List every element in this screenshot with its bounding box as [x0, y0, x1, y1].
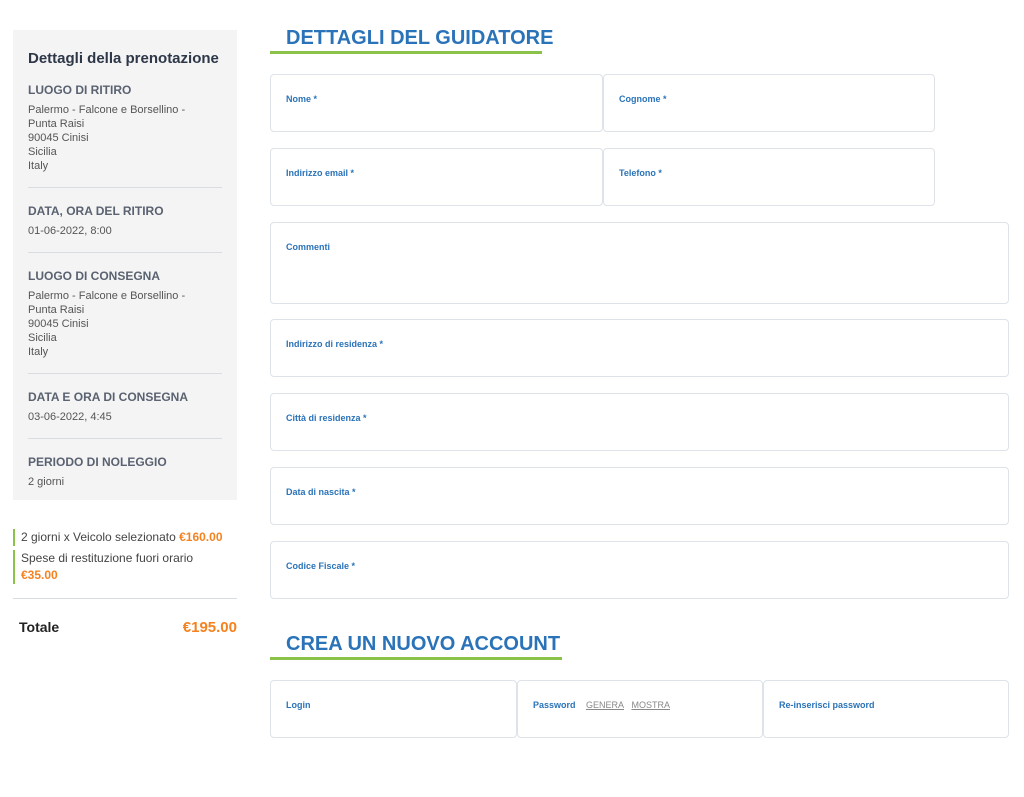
- pickup-datetime-label: DATA, ORA DEL RITIRO: [28, 204, 164, 218]
- dropoff-location-line: Sicilia: [28, 332, 57, 344]
- address-label: Indirizzo di residenza *: [286, 339, 384, 349]
- pickup-location-line: Palermo - Falcone e Borsellino -: [28, 104, 186, 116]
- total-row: [19, 619, 237, 635]
- rental-period-value: 2 giorni: [28, 476, 65, 488]
- pickup-location-section: [28, 83, 222, 188]
- booking-details-panel: [13, 30, 237, 500]
- first-name-field[interactable]: [270, 74, 603, 132]
- show-password-link[interactable]: MOSTRA: [631, 700, 670, 710]
- address-field[interactable]: [270, 319, 1009, 377]
- summary-item-vehicle: [13, 529, 237, 546]
- total-value: €195.00: [182, 619, 237, 636]
- rental-period-section: [28, 455, 222, 503]
- dropoff-location-section: [28, 269, 222, 374]
- confirm-password-label: Re-inserisci password: [779, 700, 875, 710]
- driver-heading-underline: [270, 51, 542, 54]
- driver-details-heading: DETTAGLI DEL GUIDATORE: [286, 27, 554, 49]
- summary-item-late-return: [13, 550, 237, 584]
- password-label: Password: [533, 700, 576, 710]
- birth-date-label: Data di nascita *: [286, 487, 356, 497]
- dropoff-location-line: 90045 Cinisi: [28, 318, 89, 330]
- dropoff-location-line: Palermo - Falcone e Borsellino -: [28, 290, 186, 302]
- dropoff-datetime-value: 03-06-2022, 4:45: [28, 411, 112, 423]
- generate-password-link[interactable]: GENERA: [585, 700, 624, 710]
- rental-period-label: PERIODO DI NOLEGGIO: [28, 455, 167, 469]
- phone-field[interactable]: [603, 148, 935, 206]
- booking-details-title: Dettagli della prenotazione: [28, 50, 219, 67]
- dropoff-datetime-section: [28, 390, 222, 439]
- summary-item-text: 2 giorni x Veicolo selezionato: [21, 530, 176, 544]
- password-field[interactable]: [517, 680, 763, 738]
- total-label: Totale: [19, 619, 60, 635]
- dropoff-location-label: LUOGO DI CONSEGNA: [28, 269, 161, 283]
- email-field[interactable]: [270, 148, 603, 206]
- pickup-location-line: 90045 Cinisi: [28, 132, 89, 144]
- comments-label: Commenti: [286, 242, 331, 252]
- last-name-field[interactable]: [603, 74, 935, 132]
- pickup-location-line: Italy: [28, 160, 49, 172]
- pickup-location-line: Punta Raisi: [28, 118, 85, 130]
- pickup-location-label: LUOGO DI RITIRO: [28, 83, 132, 97]
- summary-item-text: Spese di restituzione fuori orario: [21, 551, 194, 565]
- email-label: Indirizzo email *: [286, 168, 355, 178]
- first-name-label: Nome *: [286, 94, 318, 104]
- dropoff-location-line: Italy: [28, 346, 49, 358]
- tax-code-label: Codice Fiscale *: [286, 561, 356, 571]
- pickup-datetime-section: [28, 204, 222, 253]
- comments-field[interactable]: [270, 222, 1009, 304]
- last-name-label: Cognome *: [619, 94, 667, 104]
- create-account-heading: CREA UN NUOVO ACCOUNT: [286, 633, 561, 655]
- city-label: Città di residenza *: [286, 413, 367, 423]
- birth-date-field[interactable]: [270, 467, 1009, 525]
- confirm-password-field[interactable]: [763, 680, 1009, 738]
- price-summary: [13, 529, 237, 636]
- city-field[interactable]: [270, 393, 1009, 451]
- login-field[interactable]: [270, 680, 517, 738]
- tax-code-field[interactable]: [270, 541, 1009, 599]
- phone-label: Telefono *: [619, 168, 662, 178]
- account-heading-underline: [270, 657, 562, 660]
- pickup-datetime-value: 01-06-2022, 8:00: [28, 225, 112, 237]
- dropoff-datetime-label: DATA E ORA DI CONSEGNA: [28, 390, 189, 404]
- dropoff-location-line: Punta Raisi: [28, 304, 85, 316]
- summary-item-price: €35.00: [21, 568, 58, 582]
- pickup-location-line: Sicilia: [28, 146, 57, 158]
- summary-divider: [13, 598, 237, 599]
- summary-item-price: €160.00: [179, 530, 223, 544]
- login-label: Login: [286, 700, 311, 710]
